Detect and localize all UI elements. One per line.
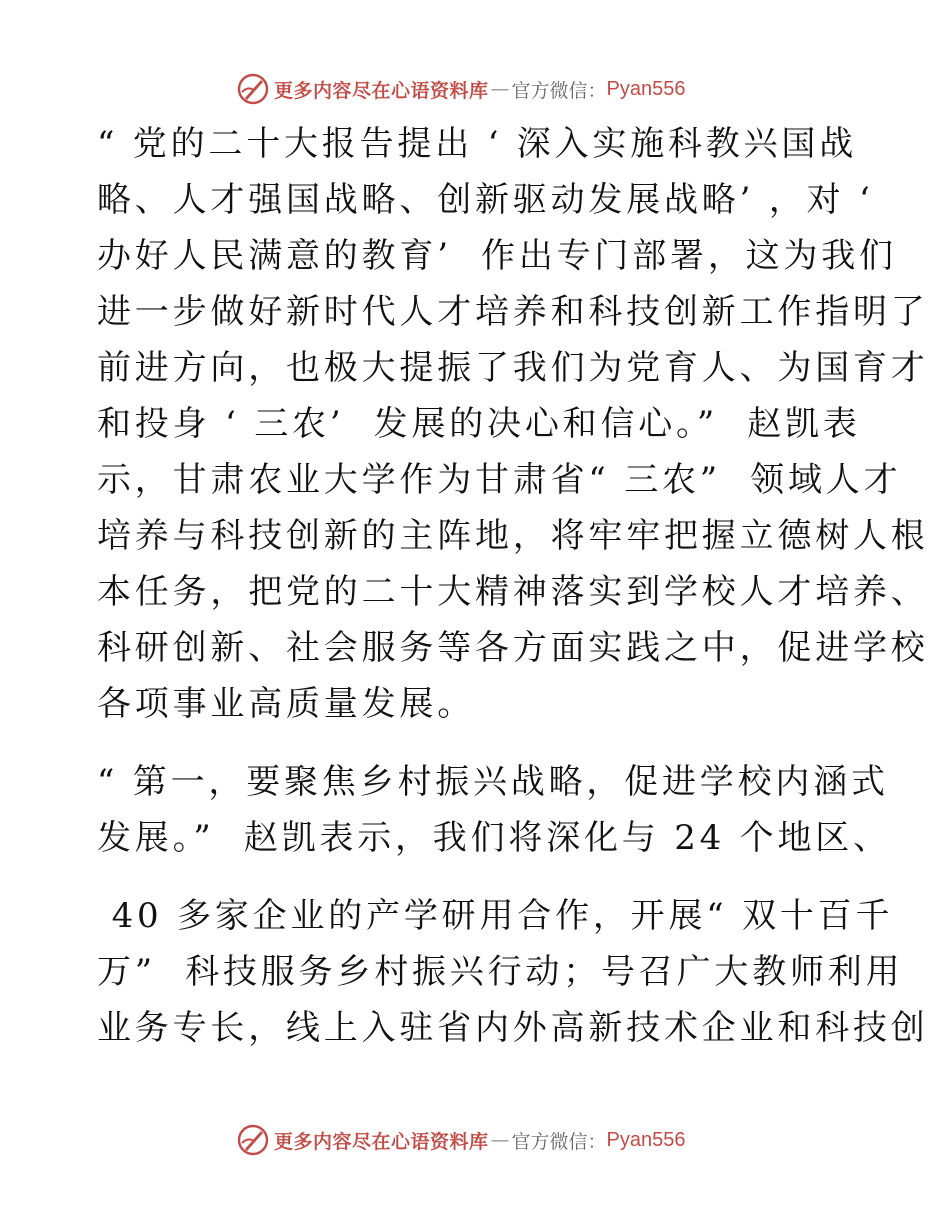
text-line: 示，甘肃农业大学作为甘肃省“ 三农” 领域人才 xyxy=(97,460,902,500)
paragraph-gap xyxy=(97,874,857,896)
text-line: 40 多家企业的产学研用合作，开展“ 双十百千 xyxy=(97,896,894,936)
paragraph-gap xyxy=(97,740,857,762)
watermark-wechat-id: Pyan556 xyxy=(606,77,686,100)
paragraph-2 xyxy=(97,762,891,858)
quill-pen-circle-icon xyxy=(236,72,270,106)
watermark-wechat-label: 官方微信： xyxy=(511,79,607,102)
watermark-wechat-id: Pyan556 xyxy=(606,1128,686,1151)
text-line: 和投身 ‘ 三农’ 发展的决心和信心。” 赵凯表 xyxy=(97,404,861,444)
text-line: 发展。” 赵凯表示，我们将深化与 24 个地区、 xyxy=(97,818,891,858)
watermark-brand-text: 更多内容尽在心语资料库 xyxy=(274,79,489,102)
text-line: 办好人民满意的教育’ 作出专门部署，这为我们 xyxy=(97,236,897,276)
watermark-separator: — xyxy=(490,78,510,100)
text-line: 略、人才强国战略、创新驱动发展战略’ ，对 ‘ xyxy=(97,180,874,220)
text-line: 万” 科技服务乡村振兴行动；号召广大教师利用 xyxy=(97,952,904,992)
paragraph-1 xyxy=(97,124,929,724)
text-line: “ 党的二十大报告提出 ‘ 深入实施科教兴国战 xyxy=(97,124,858,164)
paragraph-3 xyxy=(97,896,929,1048)
watermark-footer xyxy=(236,1123,686,1157)
text-line: 本任务，把党的二十大精神落实到学校人才培养、 xyxy=(97,572,929,612)
watermark-wechat-label: 官方微信： xyxy=(511,1130,607,1153)
quill-pen-circle-icon xyxy=(236,1123,270,1157)
text-line: 培养与科技创新的主阵地，将牢牢把握立德树人根 xyxy=(97,516,929,556)
watermark-separator: — xyxy=(490,1129,510,1151)
text-line: 进一步做好新时代人才培养和科技创新工作指明了 xyxy=(97,292,929,332)
text-line: 科研创新、社会服务等各方面实践之中，促进学校 xyxy=(97,628,929,668)
watermark-header xyxy=(236,72,686,106)
document-body xyxy=(97,124,929,1064)
text-line: “ 第一，要聚焦乡村振兴战略，促进学校内涵式 xyxy=(97,762,889,802)
text-line: 各项事业高质量发展。 xyxy=(97,684,475,724)
text-line: 前进方向，也极大提振了我们为党育人、为国育才 xyxy=(97,348,929,388)
text-line: 业务专长，线上入驻省内外高新技术企业和科技创 xyxy=(97,1008,929,1048)
watermark-brand-text: 更多内容尽在心语资料库 xyxy=(274,1130,489,1153)
